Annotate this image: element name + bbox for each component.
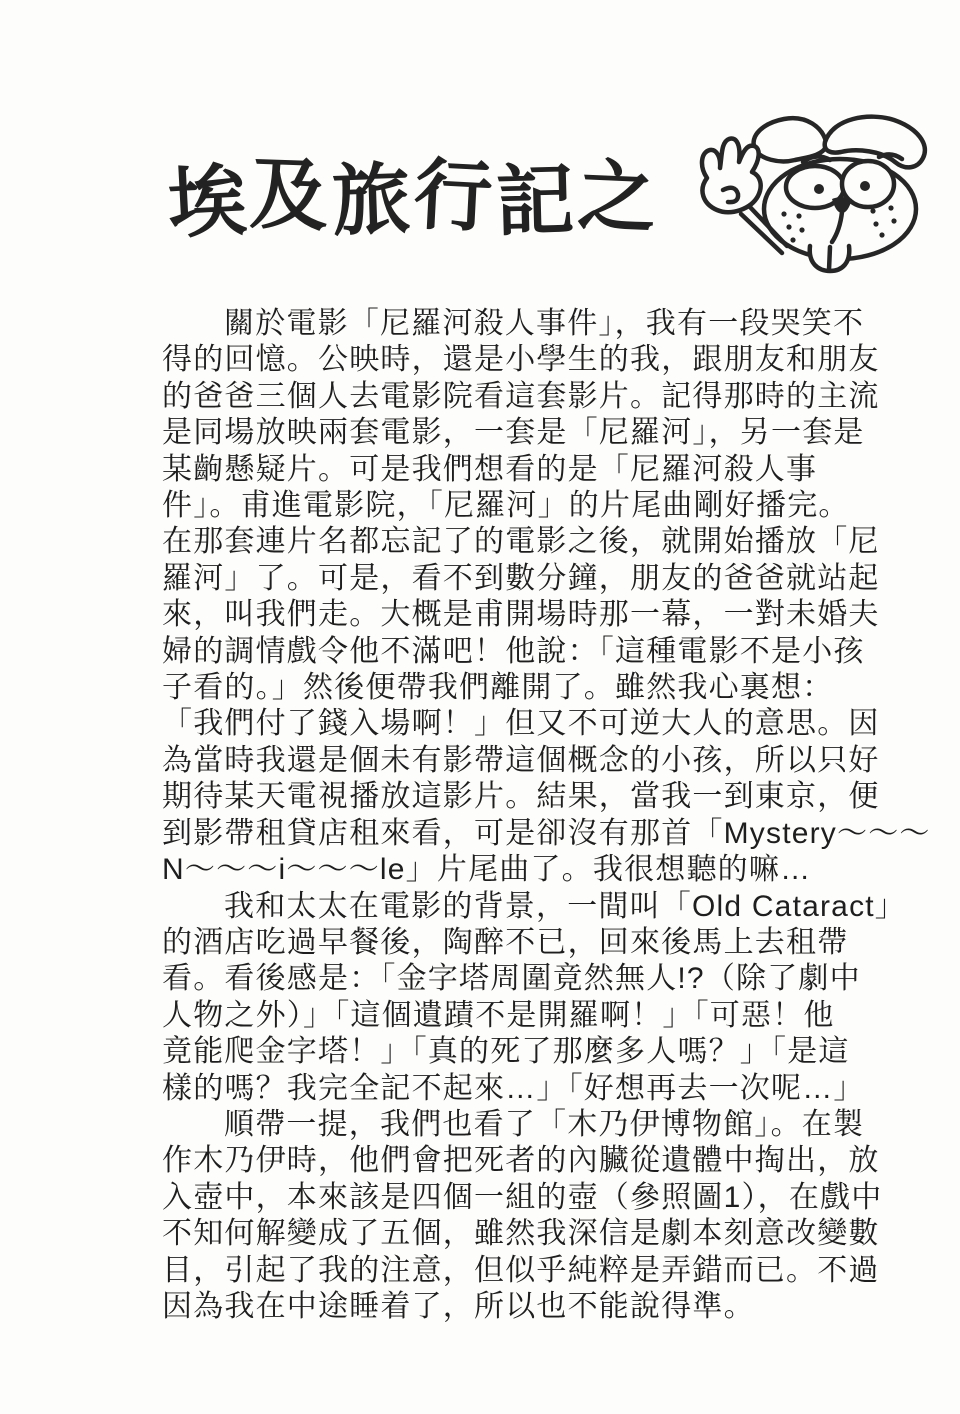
text-line: 順帶一提，我們也看了「木乃伊博物館」。在製 [224, 1107, 865, 1141]
text-line: 的酒店吃過早餐後，陶醉不已，回來後馬上去租帶 [162, 925, 849, 959]
dog-doodle [683, 106, 951, 302]
text-line: 關於電影「尼羅河殺人事件」，我有一段哭笑不 [224, 307, 865, 340]
text-line: 我和太太在電影的背景，一間叫「Old Cataract」 [224, 889, 906, 923]
page-title [165, 128, 668, 268]
text-line: 入壺中，本來該是四個一組的壺（參照圖1），在戲中 [162, 1180, 883, 1214]
text-line: 得的回憶。公映時，還是小學生的我，跟朋友和朋友 [162, 343, 880, 377]
text-line: 作木乃伊時，他們會把死者的內臟從遺體中掏出，放 [162, 1144, 880, 1178]
text-line: 是同場放映兩套電影，一套是「尼羅河」，另一套是 [162, 416, 865, 450]
text-line: N〜〜〜i〜〜〜le」片尾曲了。我很想聽的嘛… [162, 853, 812, 887]
text-line: 婦的調情戲令他不滿吧！他說：「這種電影不是小孩 [162, 634, 865, 668]
text-line: 為當時我還是個未有影帶這個概念的小孩，所以只好 [162, 743, 880, 777]
text-line: 目，引起了我的注意，但似乎純粹是弄錯而已。不過 [162, 1253, 880, 1287]
text-line: 人物之外）」「這個遺蹟不是開羅啊！」「可惡！他 [162, 998, 835, 1032]
text-line: 看。看後感是：「金字塔周圍竟然無人!?（除了劇中 [162, 962, 861, 996]
text-line: 在那套連片名都忘記了的電影之後，就開始播放「尼 [162, 525, 880, 559]
text-line: 期待某天電視播放這影片。結果，當我一到東京，便 [162, 780, 880, 814]
title-char: 及 [248, 149, 330, 241]
text-line: 件」。甫進電影院，「尼羅河」的片尾曲剛好播完。 [162, 489, 850, 523]
title-char: 旅 [330, 154, 412, 246]
text-line: 的爸爸三個人去電影院看這套影片。記得那時的主流 [162, 379, 880, 413]
text-line: 樣的嗎？我完全記不起來…」「好想再去一次呢…」 [162, 1071, 865, 1105]
dog-tongue-line [829, 247, 830, 270]
text-line: 子看的。」然後便帶我們離開了。雖然我心裏想： [162, 671, 834, 705]
text-line: 不知何解變成了五個，雖然我深信是劇本刻意改變數 [162, 1217, 880, 1251]
essay-text [162, 306, 931, 1325]
text-line: 來，叫我們走。大概是甫開場時那一幕，一對未婚夫 [162, 598, 880, 632]
title-char: 記 [495, 155, 576, 247]
dog-right-pupil [860, 181, 870, 191]
text-line: 因為我在中途睡着了，所以也不能說得準。 [162, 1289, 755, 1323]
text-line: 「我們付了錢入場啊！」但又不可逆大人的意思。因 [162, 707, 880, 741]
title-char: 行 [411, 150, 495, 242]
text-line: 某齣懸疑片。可是我們想看的是「尼羅河殺人事 [162, 452, 818, 486]
text-line: 到影帶租貸店租來看，可是卻沒有那首「Mystery〜〜〜 [162, 816, 931, 850]
title-char: 之 [576, 151, 659, 243]
title-char: 埃 [165, 156, 249, 248]
text-line: 羅河」了。可是，看不到數分鐘，朋友的爸爸就站起 [162, 561, 880, 595]
dog-left-pupil [814, 184, 824, 194]
text-line: 竟能爬金字塔！」「真的死了那麼多人嗎？」「是這 [162, 1035, 850, 1069]
